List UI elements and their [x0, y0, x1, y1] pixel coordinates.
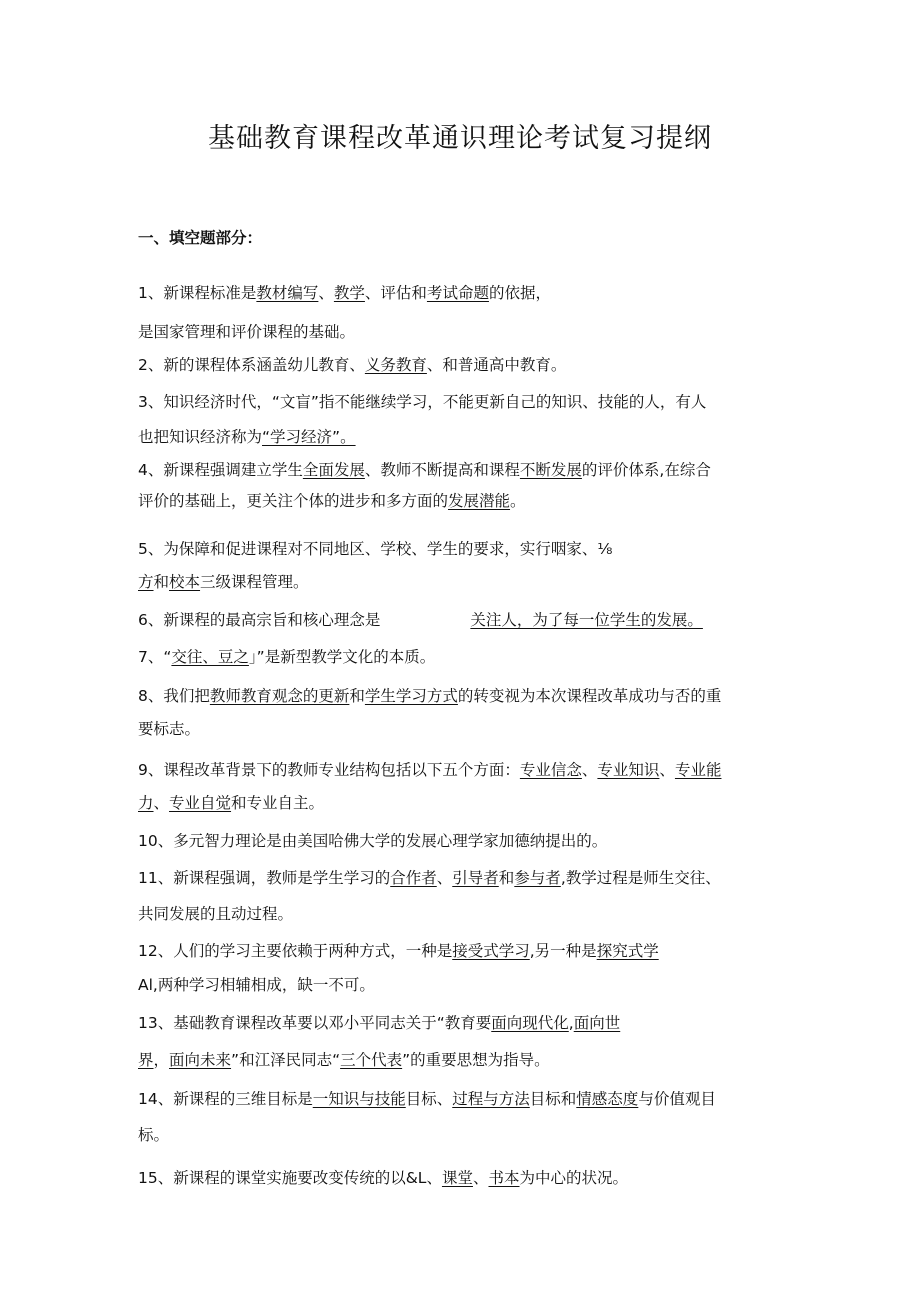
text-segment: 1、新课程标准是 — [138, 284, 257, 302]
text-line — [138, 426, 356, 448]
answer-underlined: 探究式学 — [596, 942, 659, 960]
text-segment: 评价的基础上，更关注个体的进步和多方面的 — [138, 492, 449, 510]
answer-underlined: 一知识与技能 — [312, 1090, 406, 1108]
text-segment: 共同发展的且动过程。 — [138, 905, 294, 923]
text-segment: ,另一种是 — [529, 942, 597, 960]
answer-underlined: “学习经济”。 — [262, 428, 356, 446]
text-line — [138, 459, 711, 481]
answer-underlined: 三个代表 — [340, 1051, 403, 1069]
text-segment: 4、新课程强调建立学生 — [138, 461, 303, 479]
text-segment: 、 — [153, 794, 170, 812]
answer-underlined: 教学 — [333, 284, 365, 302]
answer-underlined: 面向世 — [573, 1014, 621, 1032]
text-line — [138, 1049, 550, 1071]
text-line — [138, 792, 324, 814]
text-line — [138, 391, 706, 413]
text-line — [138, 974, 375, 996]
text-line — [138, 940, 659, 962]
text-line — [138, 867, 721, 889]
text-segment: 8、我们把 — [138, 687, 210, 705]
text-segment: 要标志。 — [138, 720, 201, 738]
text-segment: 和专业自主。 — [231, 794, 325, 812]
answer-underlined: 校本 — [169, 573, 201, 591]
answer-underlined: 交往、豆之 — [171, 648, 249, 666]
answer-underlined: 面向未来 — [169, 1051, 232, 1069]
answer-underlined: 教师教育观念的更新 — [209, 687, 350, 705]
text-segment: 和 — [498, 869, 515, 887]
text-segment: 与价值观目 — [638, 1090, 716, 1108]
answer-underlined: 力 — [138, 794, 154, 812]
answer-underlined: 专业知识 — [597, 761, 660, 779]
answer-underlined: 引导者 — [452, 869, 499, 887]
text-segment: 10、多元智力理论是由美国哈佛大学的发展心理学家加德纳提出的。 — [138, 832, 608, 850]
text-segment: 的依据， — [488, 284, 551, 302]
text-segment: 的转变视为本次课程改革成功与否的重 — [457, 687, 722, 705]
text-segment: 三级课程管理。 — [200, 573, 309, 591]
text-segment: 7、“ — [138, 648, 172, 666]
text-segment: 和 — [153, 573, 170, 591]
text-line — [138, 1167, 628, 1189]
answer-underlined: 义务教育 — [364, 356, 427, 374]
text-segment: 也把知识经济称为 — [138, 428, 263, 446]
text-line — [138, 903, 293, 925]
text-segment: 、 — [436, 869, 453, 887]
text-segment: 12、人们的学习主要依赖于两种方式，一种是 — [138, 942, 453, 960]
answer-underlined: 教材编写 — [256, 284, 319, 302]
answer-underlined: 专业能 — [674, 761, 722, 779]
text-segment: 5、为保障和促进课程对不同地区、学校、学生的要求，实行咽家、⅛ — [138, 540, 613, 558]
answer-underlined: 考试命题 — [426, 284, 489, 302]
answer-underlined: 全面发展 — [302, 461, 365, 479]
text-segment: 。 — [510, 492, 526, 510]
answer-underlined: 参与者 — [514, 869, 561, 887]
answer-underlined: 书本 — [488, 1169, 520, 1187]
text-segment: , — [568, 1014, 574, 1032]
text-segment: 3、知识经济时代，“文盲”指不能继续学习，不能更新自己的知识、技能的人，有人 — [138, 393, 707, 411]
text-line — [138, 1088, 716, 1110]
text-segment: 11、新课程强调，教师是学生学习的 — [138, 869, 391, 887]
text-line — [138, 1012, 620, 1034]
text-segment: ”和江泽民同志“ — [231, 1051, 341, 1069]
answer-underlined: 界 — [138, 1051, 154, 1069]
text-segment: 、 — [318, 284, 334, 302]
text-segment: ， — [153, 1051, 170, 1069]
text-line — [138, 282, 551, 304]
text-line — [138, 571, 309, 593]
answer-underlined: 不断发展 — [519, 461, 582, 479]
text-segment: 13、基础教育课程改革要以邓小平同志关于“教育要 — [138, 1014, 492, 1032]
text-segment: 15、新课程的课堂实施要改变传统的以&L、 — [138, 1169, 442, 1187]
text-segment: 2、新的课程体系涵盖幼儿教育、 — [138, 356, 365, 374]
text-segment: 、 — [659, 761, 675, 779]
text-line — [138, 609, 703, 631]
text-segment: 9、课程改革背景下的教师专业结构包括以下五个方面： — [138, 761, 520, 779]
text-segment: 6、新课程的最高宗旨和核心理念是 — [138, 611, 381, 629]
text-segment: 目标和 — [529, 1090, 577, 1108]
text-segment: 和 — [349, 687, 365, 705]
text-segment: 是国家管理和评价课程的基础。 — [138, 323, 356, 341]
text-segment: 为中心的状况。 — [519, 1169, 629, 1187]
text-segment: Al,两种学习相辅相成，缺一不可。 — [138, 976, 375, 994]
document-title: 基础教育课程改革通识理论考试复习提纲 — [208, 123, 712, 154]
text-segment: 目标、 — [405, 1090, 453, 1108]
text-segment: 、 — [472, 1169, 489, 1187]
answer-underlined: 专业自觉 — [169, 794, 232, 812]
answer-underlined: 学生学习方式 — [364, 687, 458, 705]
text-segment: 、和普通高中教育。 — [426, 356, 567, 374]
text-segment: 的评价体系,在综合 — [581, 461, 711, 479]
answer-underlined: 专业信念 — [519, 761, 582, 779]
answer-underlined: 课堂 — [441, 1169, 473, 1187]
text-line — [138, 759, 721, 781]
text-segment: 」”是新型教学文化的本质。 — [248, 648, 436, 666]
answer-underlined: 接受式学习 — [452, 942, 530, 960]
answer-underlined: 情感态度 — [576, 1090, 639, 1108]
answer-underlined: 方 — [138, 573, 154, 591]
text-line — [138, 685, 721, 707]
text-line — [138, 490, 526, 512]
answer-underlined: 合作者 — [390, 869, 437, 887]
answer-underlined: 面向现代化 — [491, 1014, 569, 1032]
text-segment: ”的重要思想为指导。 — [402, 1051, 550, 1069]
text-segment: 14、新课程的三维目标是 — [138, 1090, 313, 1108]
text-line — [138, 718, 200, 740]
answer-underlined: 发展潜能 — [448, 492, 511, 510]
answer-underlined: 关注人，为了每一位学生的发展。 — [470, 611, 703, 629]
text-line — [138, 830, 607, 852]
text-line — [138, 1124, 169, 1146]
text-segment: 、教师不断提高和课程 — [364, 461, 520, 479]
text-segment: 标。 — [138, 1126, 170, 1144]
text-line — [138, 538, 612, 560]
text-segment: ,教学过程是师生交往、 — [560, 869, 721, 887]
text-segment: 、评估和 — [364, 284, 427, 302]
section-heading: 一、填空题部分： — [138, 229, 263, 247]
text-segment: 、 — [581, 761, 598, 779]
text-line — [138, 354, 566, 376]
text-line — [138, 646, 435, 668]
answer-underlined: 过程与方法 — [452, 1090, 530, 1108]
text-line — [138, 321, 355, 343]
